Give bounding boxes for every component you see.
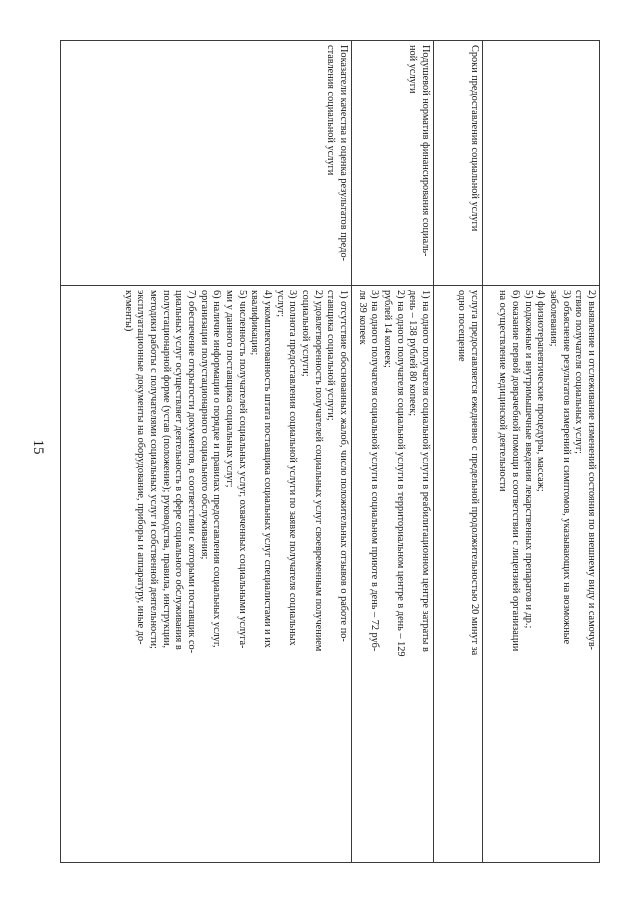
text-line: 6) оказание первой доврачебной помощи в соответствии с лицензией организации — [510, 290, 522, 652]
row-value-cell — [434, 286, 483, 863]
text-line: 1) на одного получателя социальной услуги в реабилитационном центре затраты в — [420, 290, 431, 652]
page-number: 15 — [30, 439, 46, 455]
text-line: 7) обеспечение открытости документов, в соответствии с которыми поставщик со- — [186, 290, 198, 654]
text-line: организации полустационарного социального обслуживания; — [198, 290, 210, 560]
text-line: 3) объяснение результатов измерений и симптомов, указывающих на возможные — [560, 290, 572, 645]
text-line: 1) отсутствие обоснованных жалоб, число положительных отзывов о работе по- — [338, 290, 349, 642]
row-label-cell — [483, 41, 600, 286]
text-line: день – 138 рублей 80 копеек; — [407, 290, 419, 417]
row-label-cell: Показатели качества и оценка результатов предо- ставления социальной услуги — [61, 41, 352, 286]
text-line: 6) наличие информации о порядке и правилах предоставления социальных услуг, — [211, 290, 223, 648]
text-line: 3) на одного получателя социальной услуги в социальном приюте в день – 72 руб- — [369, 290, 381, 652]
text-line: эксплуатационные документы на оборудование, приборы и аппаратуру, иные до- — [135, 290, 147, 645]
text-line: циальных услуг осуществляет деятельность в сфере социального обслуживания в — [173, 290, 185, 650]
table-row-service-terms — [434, 41, 483, 863]
text-line: 5) численность получателей социальных услуг, охваченных социальными услуга- — [236, 290, 248, 649]
row-value-cell — [61, 286, 352, 863]
text-line: рублей 14 копеек; — [382, 290, 394, 368]
text-line: ставщика социальной услуги; — [325, 290, 337, 421]
text-line: услуга предоставляется ежедневно с предельной продолжительностью 20 минут за — [469, 290, 480, 656]
social-service-table — [60, 40, 600, 863]
text-line: 2) на одного получателя социальной услуги в территориальном центре в день – 129 — [394, 290, 406, 657]
text-line: кументы) — [122, 290, 134, 332]
table-row-financing-standard — [352, 41, 434, 863]
row-label-cell: Сроки предоставления социальной услуги — [434, 41, 483, 286]
text-line: 2) удовлетворенность получателей социальных услуг своевременным получением — [312, 290, 324, 652]
row-label-cell: Подушевой норматив финансирования социаль- ной услуги — [352, 41, 434, 286]
text-line: 4) физиотерапевтические процедуры, массаж; — [535, 290, 547, 492]
text-line: 5) подкожные и внутримышечные введения лекарственных препаратов и др.; — [522, 290, 534, 629]
text-line: 3) полнота предоставления социальной услуги по заявке получателя социальных — [287, 290, 299, 646]
text-line: 2) выявление и отслеживание изменений состояния по внешнему виду и самочув- — [586, 290, 597, 651]
text-line: ми у данного поставщика социальных услуг; — [224, 290, 236, 488]
document-sheet — [60, 40, 600, 862]
text-line: квалификация; — [249, 290, 261, 356]
text-line: методики работы с получателями социальных услуг и собственной деятельности; — [148, 290, 160, 649]
text-line: заболевания; — [548, 290, 560, 347]
row-value-cell — [483, 286, 600, 863]
text-line: на осуществление медицинской деятельности — [497, 290, 509, 492]
text-line: полустационарной форме (устав (положение); руководства, правила, инструкции, — [160, 290, 172, 649]
text-line: 4) укомплектованность штата поставщика социальных услуг специалистами и их — [262, 290, 274, 648]
text-line: одно посещение — [456, 290, 468, 362]
table-row-medical-procedures — [483, 41, 600, 863]
text-line: ствию получателя социальных услуг; — [573, 290, 585, 454]
table-row-quality-indicators — [61, 41, 352, 863]
text-line: социальной услуги; — [300, 290, 312, 377]
row-value-cell — [352, 286, 434, 863]
text-line: услуг; — [274, 290, 286, 318]
text-line: ля 39 копеек — [356, 290, 368, 345]
